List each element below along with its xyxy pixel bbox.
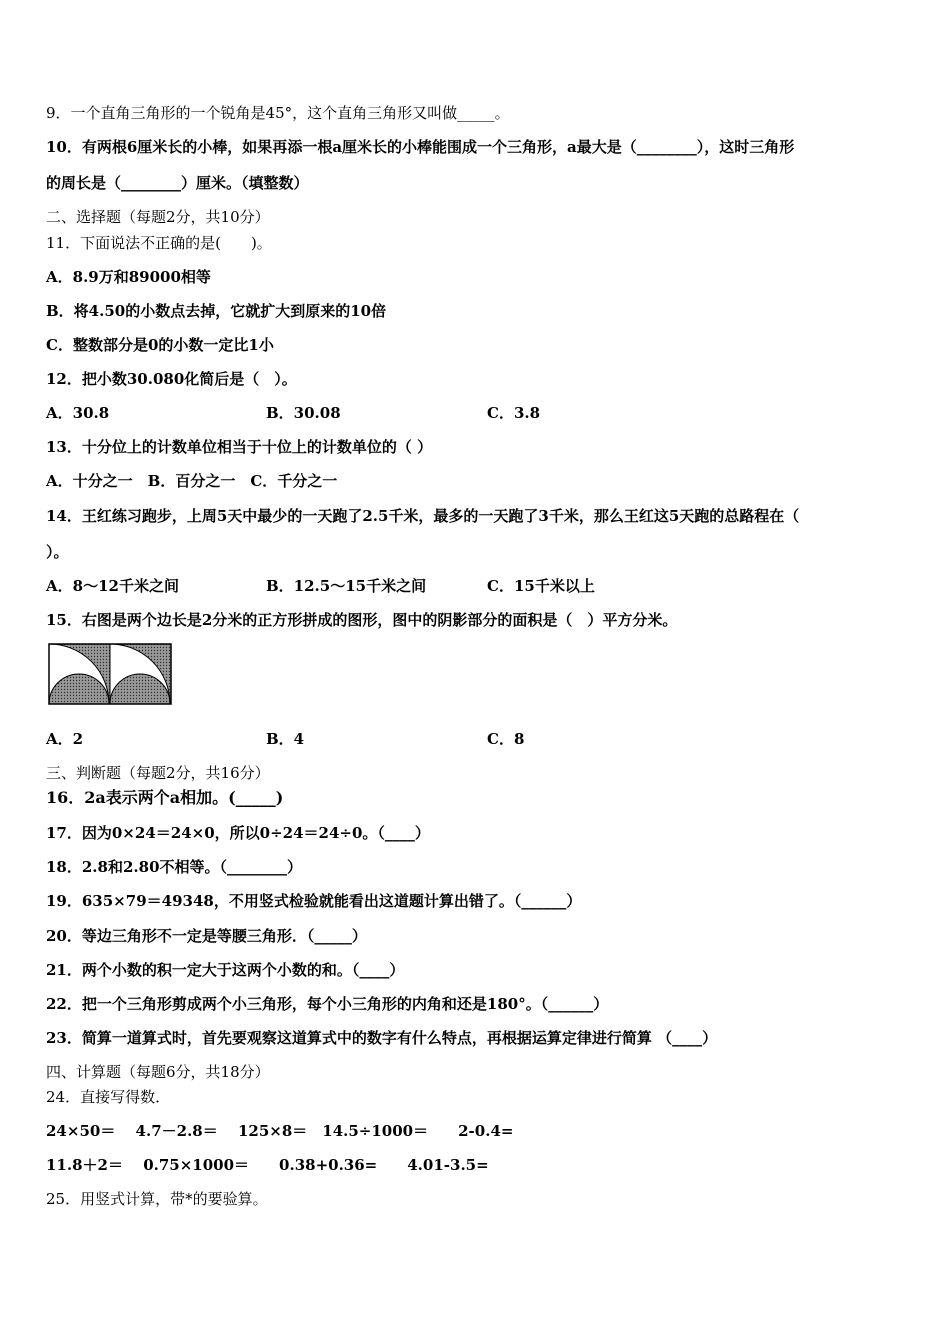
question-10-line-2: 的周长是（________）厘米。（填整数） [46,174,309,192]
question-15-option-a: A．2 [46,730,84,748]
question-12-option-a: A．30.8 [46,404,110,422]
question-11-option-b: B．将4.50的小数点去掉，它就扩大到原来的10倍 [46,302,387,320]
section-2-heading: 二、选择题（每题2分，共10分） [46,208,270,226]
two-squares-shaded-figure [48,643,172,705]
question-14-option-b: B．12.5～15千米之间 [266,577,427,595]
question-10-line-1: 10．有两根6厘米长的小棒，如果再添一根a厘米长的小棒能围成一个三角形，a最大是（________），这时三角形 [46,138,795,156]
question-21: 21．两个小数的积一定大于这两个小数的和。（____） [46,961,405,979]
question-11: 11．下面说法不正确的是( )。 [46,234,272,252]
question-24: 24．直接写得数． [46,1088,171,1106]
question-20: 20．等边三角形不一定是等腰三角形．（_____） [46,927,367,945]
question-13: 13．十分位上的计数单位相当于十位上的计数单位的（ ） [46,438,433,456]
question-9: 9．一个直角三角形的一个锐角是45°，这个直角三角形又叫做_____。 [46,104,510,122]
question-12: 12．把小数30.080化简后是（ ）。 [46,370,297,388]
question-15-option-c: C．8 [487,730,525,748]
question-14-line-1: 14．王红练习跑步，上周5天中最少的一天跑了2.5千米，最多的一天跑了3千米，那么王红这5天跑的总路程在（ [46,507,800,525]
question-14-option-a: A．8～12千米之间 [46,577,179,595]
question-18: 18．2.8和2.80不相等。（________） [46,858,303,876]
section-3-heading: 三、判断题（每题2分，共16分） [46,764,270,782]
question-17: 17．因为0×24＝24×0，所以0÷24＝24÷0。（____） [46,824,430,842]
question-14-option-c: C．15千米以上 [487,577,595,595]
question-23: 23．简算一道算式时，首先要观察这道算式中的数字有什么特点，再根据运算定律进行简算 （____） [46,1029,718,1047]
question-12-option-c: C．3.8 [487,404,541,422]
question-15: 15．右图是两个边长是2分米的正方形拼成的图形，图中的阴影部分的面积是（ ）平方分米。 [46,611,678,629]
section-4-heading: 四、计算题（每题6分，共18分） [46,1063,270,1081]
question-15-option-b: B．4 [266,730,305,748]
question-22: 22．把一个三角形剪成两个小三角形，每个小三角形的内角和还是180°。（______） [46,995,609,1013]
question-11-option-a: A．8.9万和89000相等 [46,268,211,286]
question-12-option-b: B．30.08 [266,404,341,422]
question-16: 16．2a表示两个a相加。(_____) [46,788,284,807]
question-24-row-1: 24×50＝ 4.7－2.8＝ 125×8＝ 14.5÷1000＝ 2-0.4= [46,1122,514,1140]
question-24-row-2: 11.8＋2＝ 0.75×1000＝ 0.38+0.36= 4.01-3.5= [46,1156,489,1174]
question-14-line-2: ）。 [46,543,69,561]
question-13-options: A．十分之一 B．百分之一 C．千分之一 [46,472,338,490]
question-25: 25．用竖式计算，带*的要验算。 [46,1190,268,1208]
question-19: 19．635×79＝49348，不用竖式检验就能看出这道题计算出错了。（______） [46,892,582,910]
question-11-option-c: C．整数部分是0的小数一定比1小 [46,336,274,354]
